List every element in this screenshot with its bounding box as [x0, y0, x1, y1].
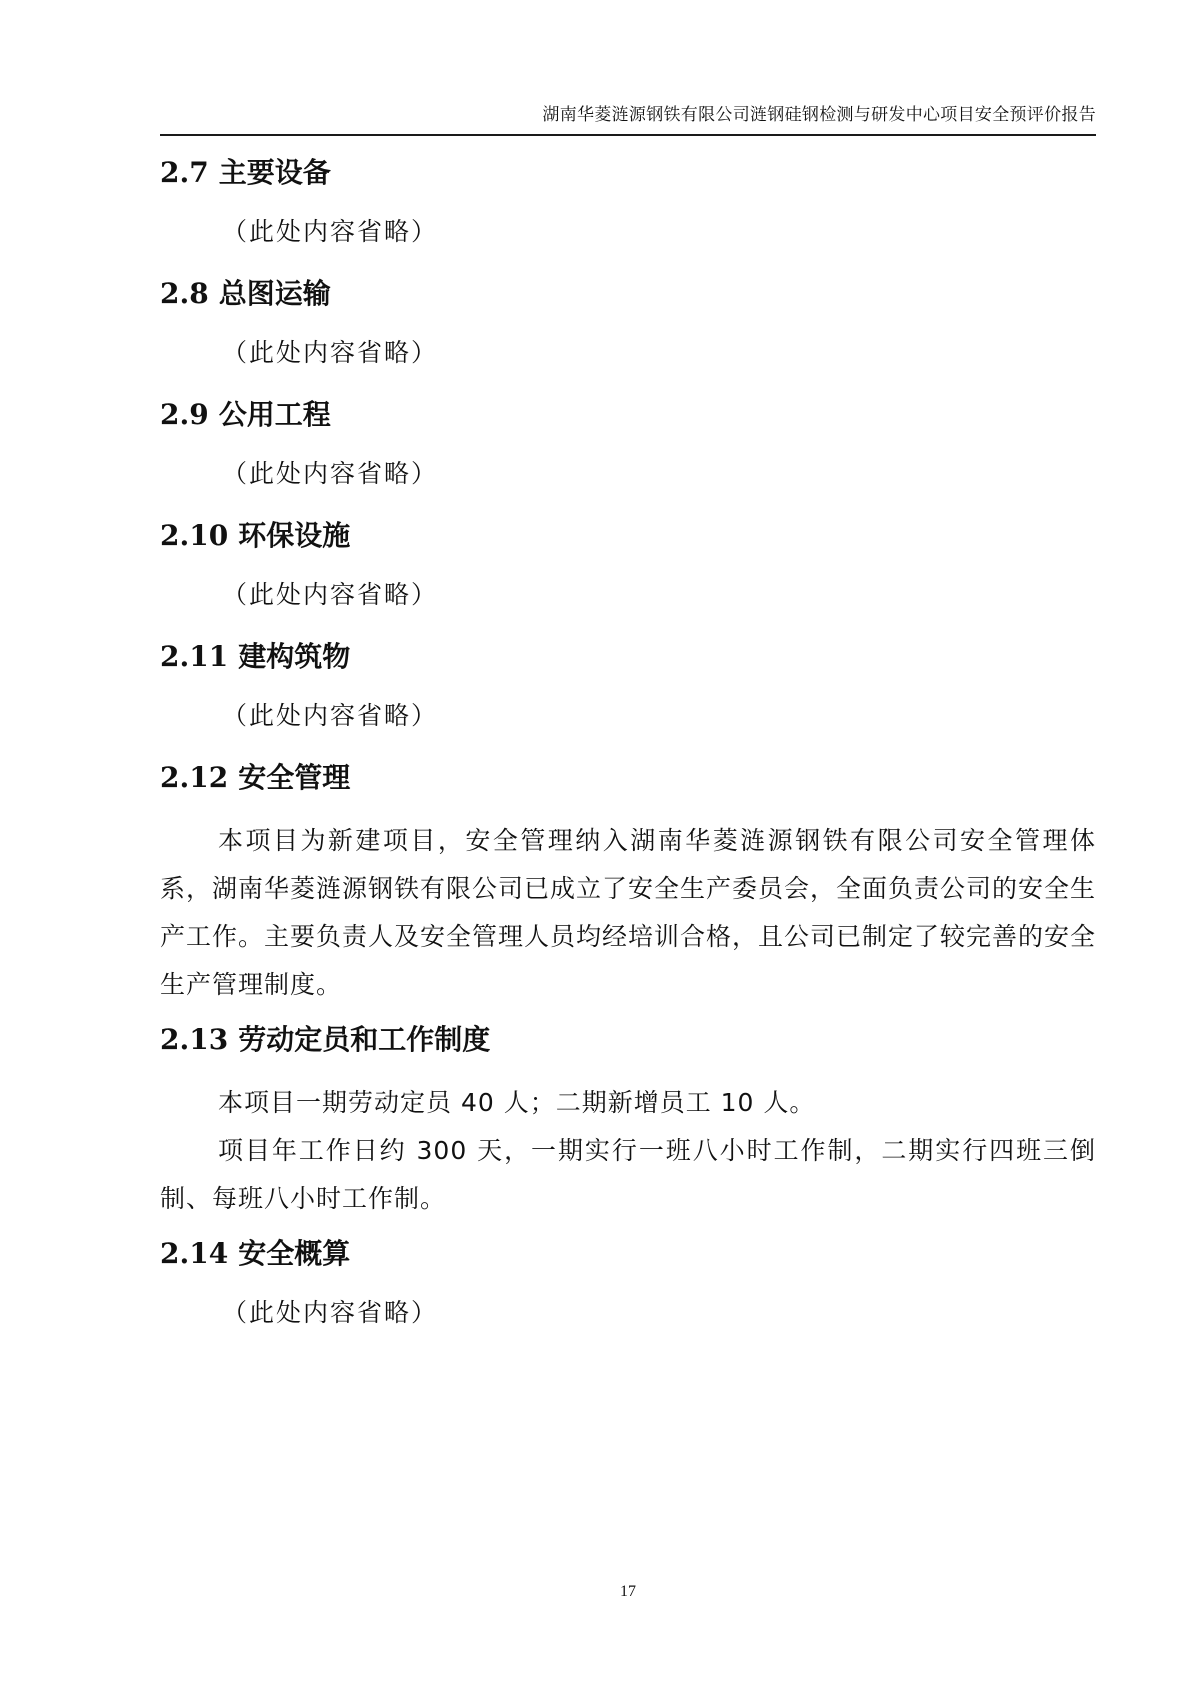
section-2-10	[160, 513, 1096, 634]
section-2-8	[160, 271, 1096, 392]
omitted-content-note: （此处内容省略）	[222, 1298, 439, 1327]
section-heading	[160, 755, 1096, 817]
section-heading	[160, 150, 1096, 212]
section-2-9	[160, 392, 1096, 513]
section-title: 公用工程	[218, 398, 331, 431]
section-number: 2.11	[160, 640, 229, 673]
section-heading	[160, 392, 1096, 454]
section-title: 总图运输	[218, 277, 331, 310]
omitted-content-note: （此处内容省略）	[222, 338, 439, 367]
section-number: 2.7	[160, 156, 209, 189]
section-number: 2.9	[160, 398, 209, 431]
document-body	[160, 150, 1096, 1352]
section-2-7	[160, 150, 1096, 271]
section-heading	[160, 271, 1096, 333]
section-number: 2.14	[160, 1237, 229, 1270]
body-paragraph: 本项目一期劳动定员 40 人；二期新增员工 10 人。	[218, 1088, 816, 1117]
section-2-12	[160, 755, 1096, 1017]
section-title: 劳动定员和工作制度	[238, 1023, 491, 1056]
section-number: 2.13	[160, 1023, 229, 1056]
omitted-content-note: （此处内容省略）	[222, 217, 439, 246]
section-title: 安全管理	[238, 761, 351, 794]
section-number: 2.10	[160, 519, 229, 552]
section-heading	[160, 513, 1096, 575]
section-heading	[160, 1231, 1096, 1293]
omitted-content-note: （此处内容省略）	[222, 459, 439, 488]
omitted-content-note: （此处内容省略）	[222, 701, 439, 730]
section-number: 2.8	[160, 277, 209, 310]
section-2-14	[160, 1231, 1096, 1352]
omitted-content-note: （此处内容省略）	[222, 580, 439, 609]
body-paragraph: 本项目为新建项目，安全管理纳入湖南华菱涟源钢铁有限公司安全管理体系，湖南华菱涟源钢铁有限公司已成立了安全生产委员会，全面负责公司的安全生产工作。主要负责人及安全管理人员均经培训合格，且公司已制定了较完善的安全生产管理制度。	[160, 826, 1097, 999]
section-2-13	[160, 1017, 1096, 1231]
page-number: 17	[620, 1583, 636, 1600]
page-header	[160, 96, 1096, 136]
section-2-11	[160, 634, 1096, 755]
section-title: 安全概算	[238, 1237, 351, 1270]
body-paragraph: 项目年工作日约 300 天，一期实行一班八小时工作制，二期实行四班三倒制、每班八小时工作制。	[160, 1136, 1096, 1213]
section-title: 环保设施	[238, 519, 351, 552]
section-heading	[160, 1017, 1096, 1079]
section-title: 建构筑物	[238, 640, 351, 673]
report-title-header: 湖南华菱涟源钢铁有限公司涟钢硅钢检测与研发中心项目安全预评价报告	[542, 105, 1096, 125]
section-heading	[160, 634, 1096, 696]
section-number: 2.12	[160, 761, 229, 794]
section-title: 主要设备	[218, 156, 331, 189]
